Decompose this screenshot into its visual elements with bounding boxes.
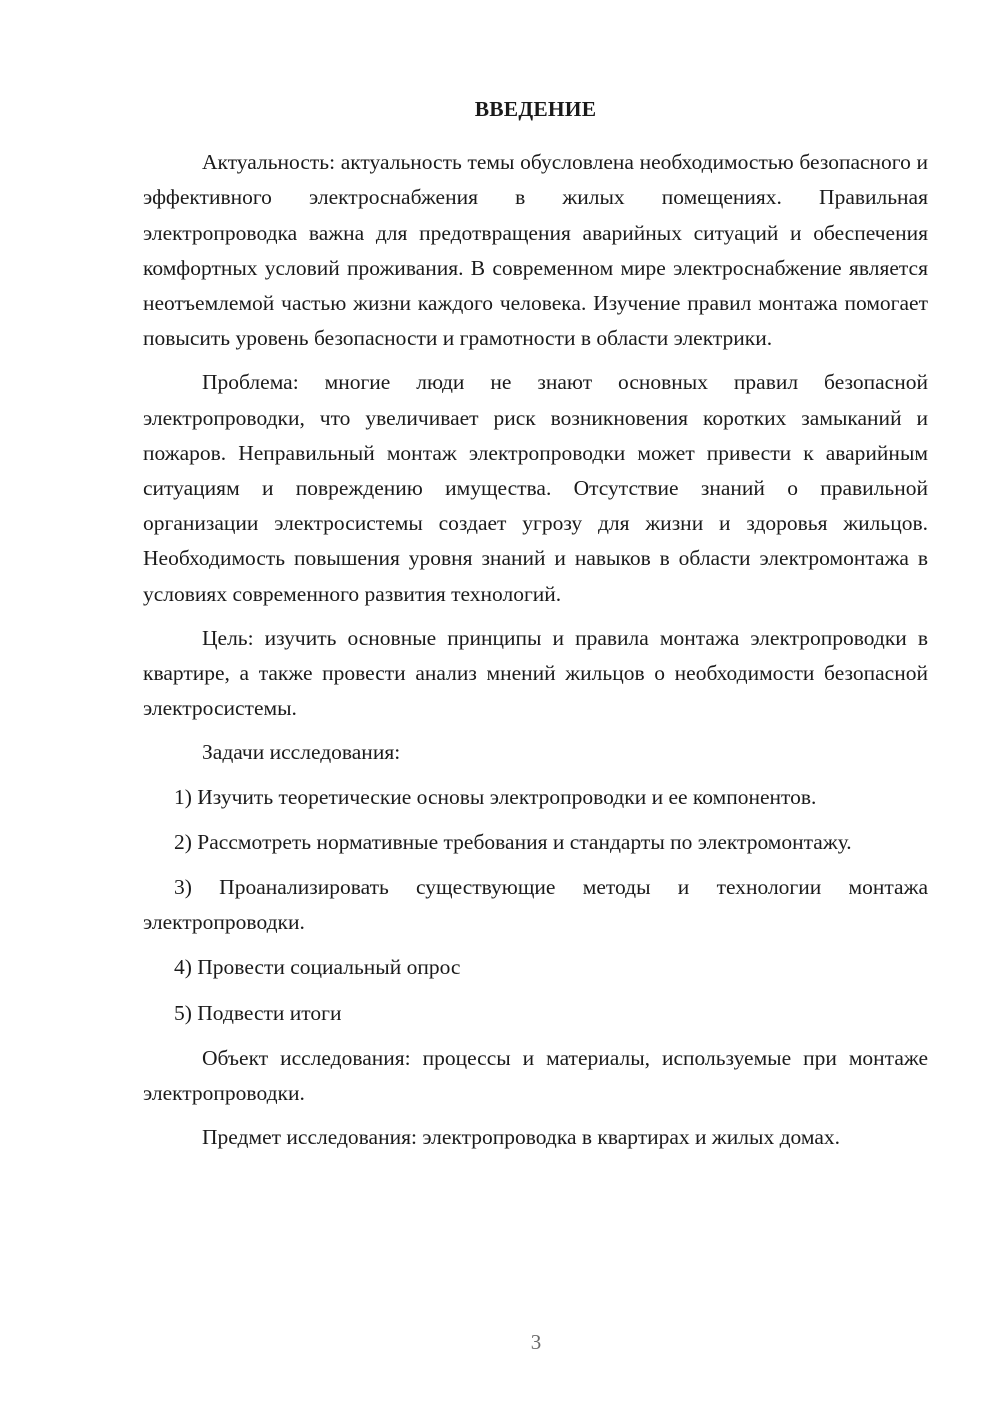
tasks-list bbox=[143, 780, 928, 1031]
page-number: 3 bbox=[530, 1330, 542, 1354]
list-item: 2) Рассмотреть нормативные требования и стандарты по электромонтажу. bbox=[174, 829, 852, 854]
paragraph-problem: Проблема: многие люди не знают основных правил безопасной электропроводки, что увеличивает риск возникновения коротких замыканий и пожаров. Неправильный монтаж электропроводки может привести к аварийным ситуациям и повреждению имущества. Отсутствие знаний о правильной организации электросистемы создает угрозу для жизни и здоровья жильцов. Необходимость повышения уровня знаний и навыков в области электромонтажа в условиях современного развития технологий. bbox=[143, 370, 928, 606]
section-title: ВВЕДЕНИЕ bbox=[474, 97, 597, 121]
list-item: 5) Подвести итоги bbox=[174, 1000, 342, 1025]
paragraph-subject: Предмет исследования: электропроводка в квартирах и жилых домах. bbox=[202, 1125, 840, 1150]
paragraph-object: Объект исследования: процессы и материалы, используемые при монтаже электропроводки. bbox=[143, 1045, 928, 1106]
paragraph-goal: Цель: изучить основные принципы и правила монтажа электропроводки в квартире, а также провести анализ мнений жильцов о необходимости безопасной электросистемы. bbox=[143, 625, 928, 721]
paragraph-tasks-heading: Задачи исследования: bbox=[202, 740, 401, 765]
document-page bbox=[143, 92, 928, 1164]
list-item: 4) Провести социальный опрос bbox=[174, 955, 461, 980]
paragraph-relevance: Актуальность: актуальность темы обусловлена необходимостью безопасного и эффективного электроснабжения в жилых помещениях. Правильная электропроводка важна для предотвращения аварийных ситуаций и обеспечения комфортных условий проживания. В современном мире электроснабжение является неотъемлемой частью жизни каждого человека. Изучение правил монтажа помогает повысить уровень безопасности и грамотности в области электрики. bbox=[143, 150, 928, 351]
list-item: 1) Изучить теоретические основы электропроводки и ее компонентов. bbox=[174, 784, 817, 809]
list-item: 3) Проанализировать существующие методы и технологии монтажа электропроводки. bbox=[143, 875, 928, 935]
